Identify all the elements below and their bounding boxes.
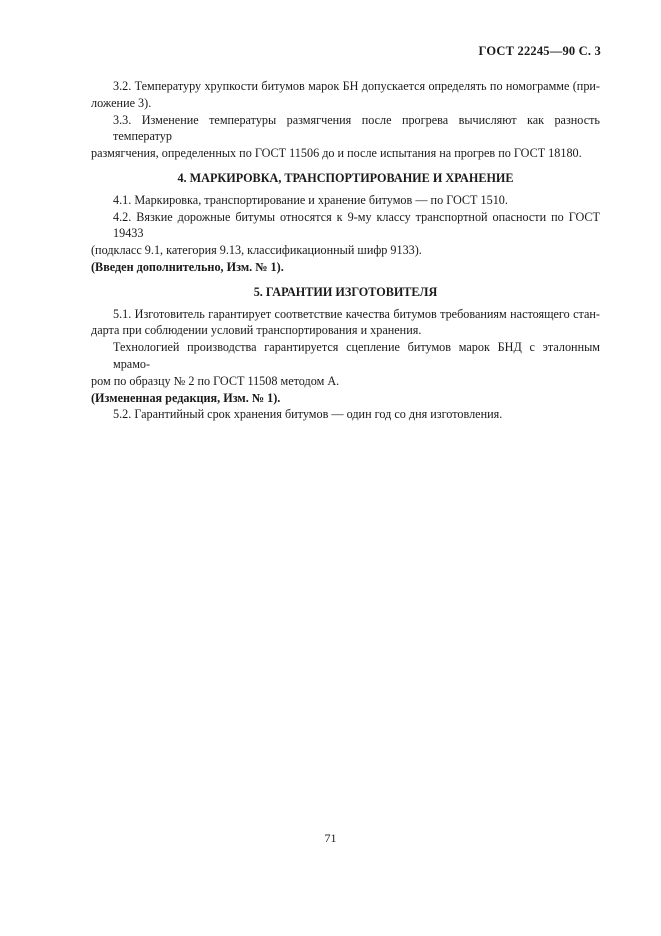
paragraph-line: 4.1. Маркировка, транспортирование и хранение битумов — по ГОСТ 1510. — [113, 192, 508, 207]
paragraph-line: ром по образцу № 2 по ГОСТ 11508 методом А. — [91, 373, 340, 388]
amendment-note-5 — [91, 390, 600, 407]
paragraph-line: ложение 3). — [91, 95, 152, 110]
paragraph-line: 3.3. Изменение температуры размягчения после прогрева вычисляют как разность температур — [113, 112, 600, 144]
paragraph-line: Технологией производства гарантируется сцепление битумов марок БНД с эталонным мрамо- — [113, 340, 600, 371]
section-4-title: 4. МАРКИРОВКА, ТРАНСПОРТИРОВАНИЕ И ХРАНЕНИЕ — [177, 170, 514, 185]
paragraph-line: (подкласс 9.1, категория 9.13, классификационный шифр 9133). — [91, 243, 422, 258]
amendment-note-4 — [91, 259, 600, 276]
paragraph-line: 3.2. Температуру хрупкости битумов марок БН допускается определять по номограмме (при- — [113, 79, 600, 93]
document-body — [91, 78, 600, 423]
paragraph-5-2 — [91, 406, 600, 423]
paragraph-line: 5.1. Изготовитель гарантирует соответствие качества битумов требованиям настоящего стан- — [113, 306, 600, 321]
paragraph-5-1 — [91, 306, 600, 340]
paragraph-line: дарта при соблюдении условий транспортирования и хранения. — [91, 323, 422, 338]
paragraph-5-technology — [91, 339, 600, 389]
amendment-note: (Введен дополнительно, Изм. № 1). — [91, 259, 284, 274]
paragraph-3-3 — [91, 112, 600, 162]
page-header: ГОСТ 22245—90 С. 3 — [478, 44, 601, 58]
paragraph-line: размягчения, определенных по ГОСТ 11506 до и после испытания на прогрев по ГОСТ 18180. — [91, 146, 582, 161]
paragraph-4-2 — [91, 209, 600, 259]
amendment-note: (Измененная редакция, Изм. № 1). — [91, 390, 281, 405]
paragraph-3-2 — [91, 78, 600, 112]
paragraph-4-1 — [91, 192, 600, 209]
page-number: 71 — [324, 831, 337, 845]
paragraph-line: 5.2. Гарантийный срок хранения битумов — один год со дня изготовления. — [113, 407, 503, 422]
section-5-title: 5. ГАРАНТИИ ИЗГОТОВИТЕЛЯ — [253, 284, 438, 299]
paragraph-line: 4.2. Вязкие дорожные битумы относятся к 9-му классу транспортной опасности по ГОСТ 19433 — [113, 209, 600, 241]
